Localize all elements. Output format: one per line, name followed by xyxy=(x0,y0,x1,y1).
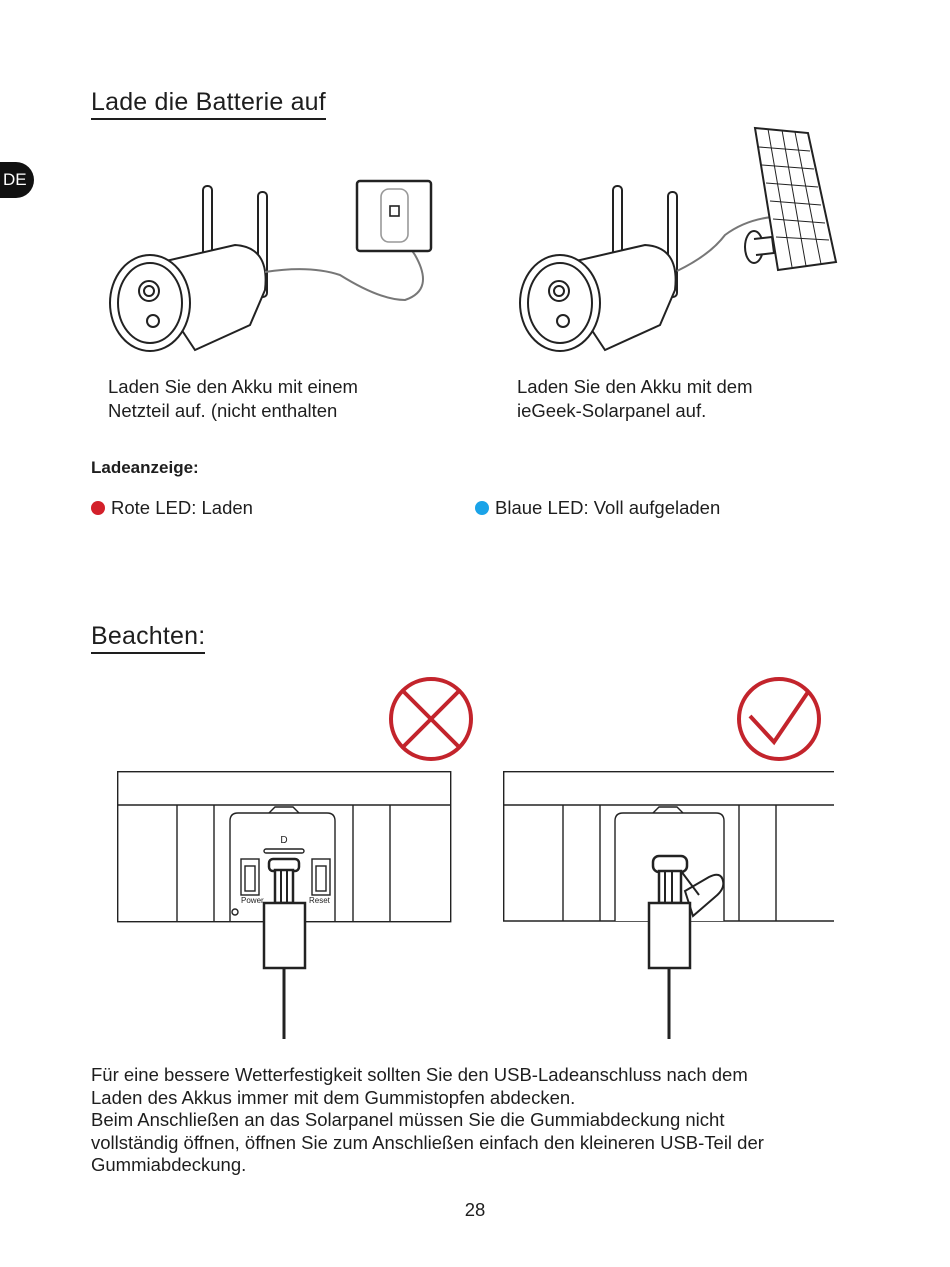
caption-adapter xyxy=(108,375,358,423)
led-red-text: Rote LED: Laden xyxy=(111,497,253,518)
note-p1-line2: Laden des Akkus immer mit dem Gummistopfen abdecken. xyxy=(91,1086,576,1108)
section-title-charge-battery: Lade die Batterie auf xyxy=(91,88,326,120)
charge-indicator-label: Ladeanzeige: xyxy=(91,458,199,477)
power-port-label: Power xyxy=(241,896,264,905)
note-p2-line3: Gummiabdeckung. xyxy=(91,1154,247,1176)
led-red-row xyxy=(91,497,253,519)
caption-adapter-line1: Laden Sie den Akku mit einem xyxy=(108,376,358,397)
note-p2-line2: vollständig öffnen, öffnen Sie zum Anschließen einfach den kleineren USB-Teil der xyxy=(91,1131,764,1153)
correct-mark-icon xyxy=(736,676,822,762)
wrong-mark-icon xyxy=(388,676,474,762)
port-icon-label: D xyxy=(280,835,288,846)
reset-port-label: Reset xyxy=(309,896,330,905)
language-tab: DE xyxy=(0,162,34,198)
section-title-note: Beachten: xyxy=(91,622,205,654)
note-p1-line1: Für eine bessere Wetterfestigkeit sollten Sie den USB-Ladeanschluss nach dem xyxy=(91,1064,748,1085)
led-blue-row xyxy=(475,497,720,519)
camera-solar-illustration xyxy=(510,125,850,360)
camera-adapter-illustration xyxy=(100,175,440,360)
led-blue-text: Blaue LED: Voll aufgeladen xyxy=(495,497,721,518)
caption-solar xyxy=(517,375,753,423)
blue-led-dot-icon xyxy=(475,501,489,515)
caption-solar-line2: ieGeek-Solarpanel auf. xyxy=(517,400,707,421)
caption-solar-line1: Laden Sie den Akku mit dem xyxy=(517,376,753,397)
red-led-dot-icon xyxy=(91,501,105,515)
caption-adapter-line2: Netzteil auf. (nicht enthalten xyxy=(108,400,338,421)
page-number: 28 xyxy=(464,1199,486,1220)
note-paragraphs xyxy=(91,1064,891,1177)
port-diagram-correct xyxy=(503,771,835,1041)
note-p2-line1: Beim Anschließen an das Solarpanel müssen Sie die Gummiabdeckung nicht xyxy=(91,1109,725,1131)
port-diagram-wrong xyxy=(117,771,452,1041)
